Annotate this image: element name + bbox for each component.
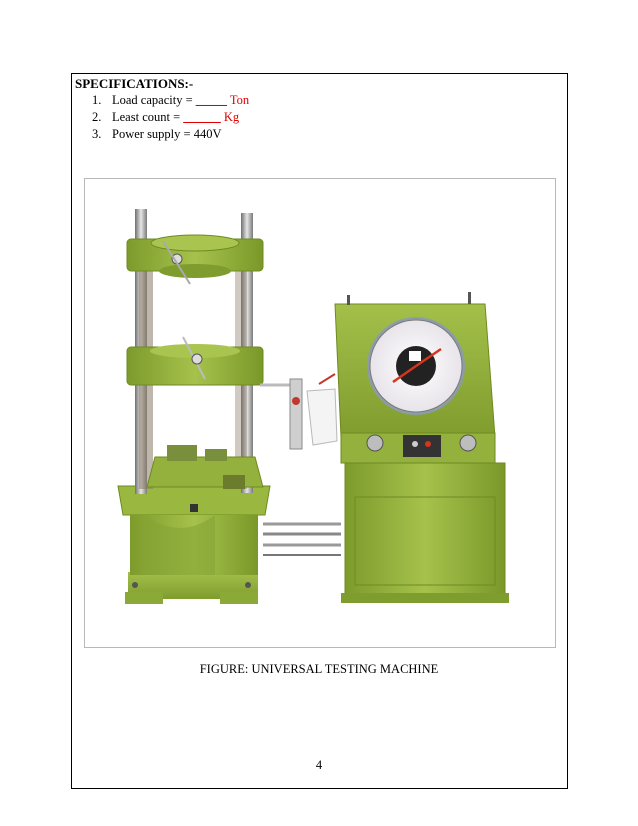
spec-item-least-count [92, 109, 249, 126]
spec-blank: _____ [195, 93, 227, 107]
specifications-list [92, 92, 249, 143]
recorder-arm [260, 374, 337, 449]
spec-item-power-supply [92, 126, 249, 143]
spec-unit: Ton [227, 93, 250, 107]
page-number: 4 [315, 758, 323, 772]
spec-text: Load capacity = [112, 93, 196, 107]
spec-text: Least count = [112, 110, 184, 124]
spec-text: Power supply = 440V [112, 127, 222, 141]
spec-blank: ______ [183, 110, 221, 124]
spec-number: 2. [92, 110, 102, 124]
spec-unit: Kg [220, 110, 240, 124]
spec-number: 3. [92, 127, 102, 141]
figure-frame [84, 178, 556, 648]
specifications-heading: SPECIFICATIONS:- [75, 76, 194, 91]
figure-caption: FIGURE: UNIVERSAL TESTING MACHINE [199, 662, 439, 676]
spec-item-load-capacity [92, 92, 249, 109]
universal-testing-machine-illustration [85, 179, 555, 647]
control-panel [335, 292, 509, 603]
hydraulic-pipes [263, 524, 341, 555]
machine-base [118, 486, 270, 604]
spec-number: 1. [92, 93, 102, 107]
